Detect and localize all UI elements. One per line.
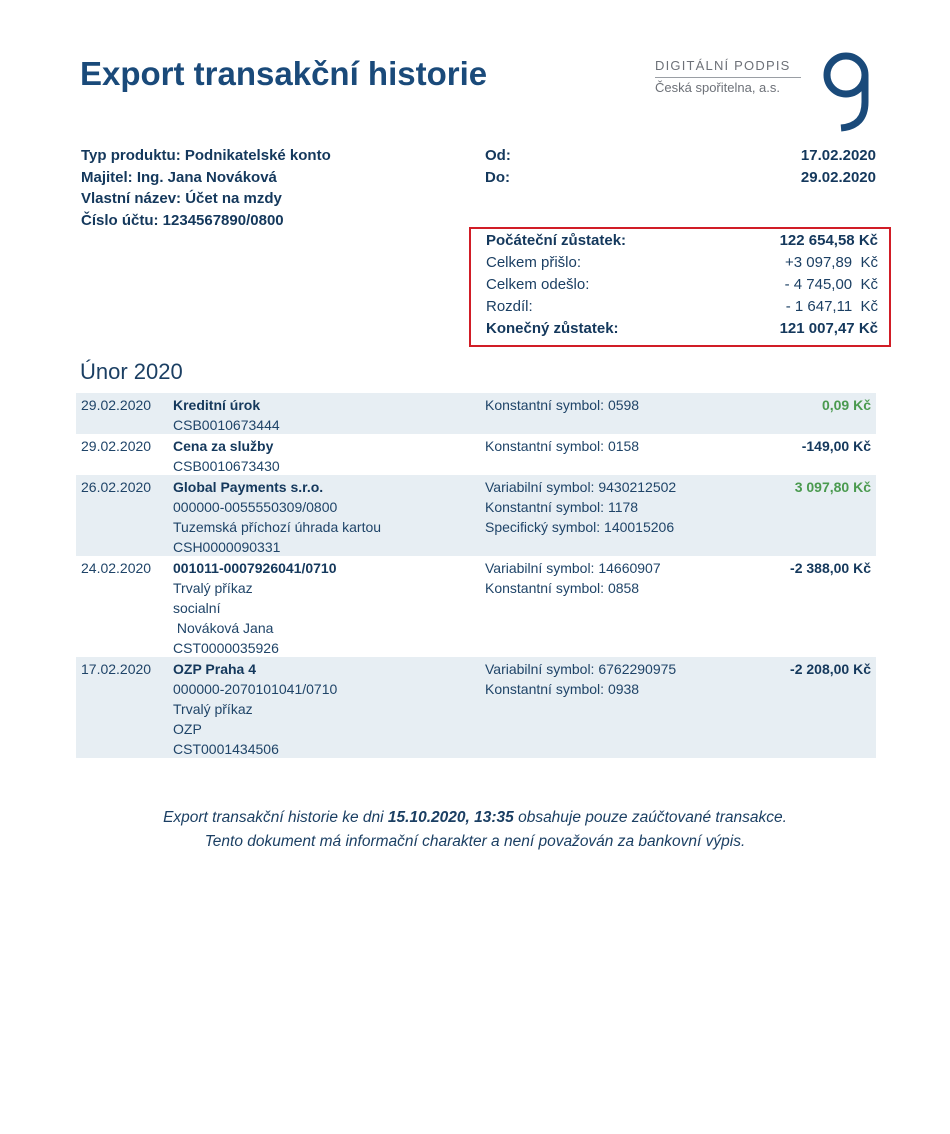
month-heading: Únor 2020: [80, 359, 183, 384]
period-from-label: Od:: [485, 147, 511, 164]
summary-value: 121 007,47 Kč: [779, 320, 878, 337]
transaction-amount: 0,09 Kč: [821, 397, 871, 413]
summary-value: +3 097,89 Kč: [785, 254, 878, 271]
transaction-description: [173, 558, 337, 658]
transaction-description: [173, 477, 381, 557]
summary-row: [486, 276, 878, 298]
transaction-date: 24.02.2020: [81, 560, 152, 576]
transaction-detail: CST0001434506: [173, 741, 279, 757]
signature-issuer: Česká spořitelna, a.s.: [655, 80, 781, 95]
summary-label: Celkem přišlo:: [486, 254, 582, 271]
signature-label: DIGITÁLNÍ PODPIS: [655, 58, 791, 73]
page-title: Export transakční historie: [80, 55, 488, 92]
transaction-detail: socialní: [173, 600, 221, 616]
footer-note: [0, 806, 950, 854]
transaction-detail: CSB0010673430: [173, 458, 280, 474]
period-values: [700, 145, 876, 189]
footer-line-1: [0, 806, 950, 830]
transaction-list: [76, 393, 876, 758]
transaction-symbol: Konstantní symbol: 0858: [485, 580, 640, 596]
transaction-counterparty: Kreditní úrok: [173, 397, 261, 413]
transaction-symbols: [485, 477, 676, 537]
period-labels: [485, 145, 511, 189]
transaction-counterparty: 001011-0007926041/0710: [173, 560, 337, 576]
transaction-date: 17.02.2020: [81, 661, 152, 677]
transaction-amount: 3 097,80 Kč: [794, 479, 871, 495]
summary-label: Počáteční zůstatek:: [486, 232, 627, 249]
transaction-detail: CST0000035926: [173, 640, 279, 656]
transaction-symbol: Variabilní symbol: 14660907: [485, 560, 661, 576]
footer-line-1-start: Export transakční historie ke dni: [163, 809, 388, 826]
period-to-label: Do:: [485, 169, 510, 186]
summary-label: Konečný zůstatek:: [486, 320, 619, 337]
account-owner: Majitel: Ing. Jana Nováková: [81, 168, 277, 186]
transaction-detail: CSH0000090331: [173, 539, 281, 555]
transaction-date: 29.02.2020: [81, 438, 152, 454]
transaction-description: [173, 436, 280, 476]
table-row: [76, 556, 876, 657]
transaction-detail: Tuzemská příchozí úhrada kartou: [173, 519, 382, 535]
transaction-symbol: Specifický symbol: 140015206: [485, 519, 675, 535]
transaction-description: [173, 395, 280, 435]
transaction-symbol: Konstantní symbol: 0598: [485, 397, 640, 413]
transaction-symbol: Variabilní symbol: 6762290975: [485, 661, 677, 677]
transaction-symbols: [485, 558, 661, 598]
transaction-detail: Trvalý příkaz: [173, 580, 253, 596]
transaction-symbol: Konstantní symbol: 0938: [485, 681, 640, 697]
transaction-symbol: Variabilní symbol: 9430212502: [485, 479, 677, 495]
transaction-date: 26.02.2020: [81, 479, 152, 495]
transaction-detail: CSB0010673444: [173, 417, 280, 433]
transaction-description: [173, 659, 337, 759]
transaction-symbols: [485, 395, 639, 415]
balance-summary: [469, 227, 891, 347]
footer-timestamp: 15.10.2020, 13:35: [387, 809, 514, 826]
transaction-detail: Trvalý příkaz: [173, 701, 253, 717]
table-row: [76, 657, 876, 758]
table-row: [76, 475, 876, 556]
transaction-amount: -149,00 Kč: [801, 438, 871, 454]
signature-divider: [655, 77, 801, 78]
transaction-detail: 000000-2070101041/0710: [173, 681, 338, 697]
bank-logo-icon: [818, 50, 874, 134]
account-number: Číslo účtu: 1234567890/0800: [81, 211, 284, 229]
transaction-symbol: Konstantní symbol: 1178: [485, 499, 639, 515]
period-to-value: 29.02.2020: [800, 169, 876, 186]
footer-line-2: Tento dokument má informační charakter a není považován za bankovní výpis.: [204, 833, 746, 850]
transaction-counterparty: Cena za služby: [173, 438, 274, 454]
transaction-date: 29.02.2020: [81, 397, 152, 413]
summary-value: - 4 745,00 Kč: [784, 276, 878, 293]
summary-row: [486, 232, 878, 254]
transaction-symbols: [485, 436, 639, 456]
account-info: [81, 145, 331, 231]
transaction-amount: -2 388,00 Kč: [790, 560, 871, 576]
transaction-symbols: [485, 659, 676, 699]
transaction-counterparty: Global Payments s.r.o.: [173, 479, 324, 495]
summary-value: 122 654,58 Kč: [779, 232, 878, 249]
transaction-amount: -2 208,00 Kč: [790, 661, 871, 677]
transaction-symbol: Konstantní symbol: 0158: [485, 438, 640, 454]
summary-value: - 1 647,11 Kč: [785, 298, 878, 315]
transaction-detail: 000000-0055550309/0800: [173, 499, 338, 515]
summary-row: [486, 298, 878, 320]
product-type: Typ produktu: Podnikatelské konto: [81, 147, 331, 164]
summary-row: [486, 320, 878, 342]
summary-row: [486, 254, 878, 276]
summary-label: Celkem odešlo:: [486, 276, 590, 293]
footer-line-1-end: obsahuje pouze zaúčtované transakce.: [513, 809, 787, 826]
account-custom-name: Vlastní název: Účet na mzdy: [81, 190, 282, 207]
table-row: [76, 434, 876, 475]
digital-signature: [655, 58, 805, 95]
transaction-counterparty: OZP Praha 4: [173, 661, 257, 677]
summary-label: Rozdíl:: [486, 298, 533, 315]
period-from-value: 17.02.2020: [800, 147, 876, 164]
transaction-detail: OZP: [173, 721, 202, 737]
table-row: [76, 393, 876, 434]
transaction-detail: Nováková Jana: [173, 620, 274, 636]
